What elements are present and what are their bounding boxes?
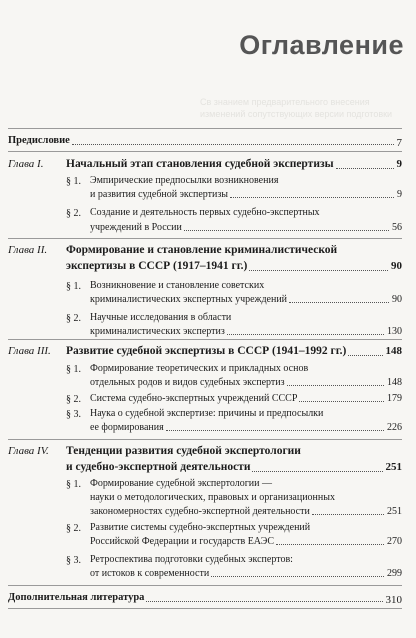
section-title-cont: Российской Федерации и государств ЕАЭС <box>90 536 275 547</box>
page-number: 270 <box>387 536 402 547</box>
entry-title: Начальный этап становления судебной экспертизы <box>66 158 334 170</box>
page-number: 299 <box>387 568 402 579</box>
page-number: 179 <box>387 393 402 404</box>
section-title-cont: отдельных родов и видов судебных экспертиз <box>90 377 285 388</box>
chapter-title: Формирование и становление криминалистической <box>66 244 338 256</box>
toc-entry-chapter-4[interactable] <box>66 459 402 476</box>
divider <box>8 339 402 340</box>
page-number: 7 <box>396 137 402 149</box>
toc-entry-2-1[interactable] <box>90 293 402 307</box>
page-title: Оглавление <box>239 30 404 60</box>
page-number: 56 <box>392 222 402 233</box>
dot-leader <box>227 334 384 335</box>
section-title-cont: от истоков к современности <box>90 568 210 579</box>
divider <box>8 608 402 609</box>
section-number: § 2. <box>66 313 81 324</box>
entry-title-cont: экспертизы в СССР (1917–1941 гг.) <box>66 260 248 272</box>
dot-leader <box>211 576 384 577</box>
toc-entry-2-2[interactable] <box>90 325 402 339</box>
dot-leader <box>287 385 384 386</box>
toc-entry-chapter-2[interactable] <box>66 258 402 275</box>
entry-title-cont: и судебно-экспертной деятельности <box>66 461 251 473</box>
toc-entry-3-1[interactable] <box>90 376 402 390</box>
section-number: § 3. <box>66 409 81 420</box>
section-title: Эмпирические предпосылки возникновения <box>90 175 279 186</box>
divider <box>8 238 402 239</box>
page-number: 9 <box>397 189 402 200</box>
divider <box>8 151 402 152</box>
chapter-label: Глава IV. <box>8 445 49 457</box>
dot-leader <box>146 601 382 602</box>
section-number: § 3. <box>66 555 81 566</box>
toc-entry-preface[interactable] <box>8 132 402 149</box>
section-number: § 1. <box>66 479 81 490</box>
page-number: 90 <box>392 294 402 305</box>
toc-entry-additional[interactable] <box>8 589 402 606</box>
section-title: Наука о судебной экспертизе: причины и предпосылки <box>90 408 324 419</box>
page-number: 90 <box>391 260 402 272</box>
section-title: Развитие системы судебно-экспертных учреждений <box>90 522 311 533</box>
toc-entry-1-2[interactable] <box>90 221 402 235</box>
toc-entry-3-3[interactable] <box>90 421 402 435</box>
chapter-label: Глава II. <box>8 244 48 256</box>
dot-leader <box>166 430 384 431</box>
dot-leader <box>184 230 389 231</box>
dot-leader <box>312 514 384 515</box>
dot-leader <box>289 302 389 303</box>
bleed-through-text: Св знанием предварительного внесения изменений сопутствующих версии подготовки <box>200 97 393 119</box>
page-number: 148 <box>385 345 402 357</box>
divider <box>8 439 402 440</box>
section-number: § 2. <box>66 394 81 405</box>
section-number: § 2. <box>66 208 81 219</box>
section-title-cont: криминалистических экспертных учреждений <box>90 294 288 305</box>
section-title-cont: ее формирования <box>90 422 164 433</box>
section-title-cont: науки о методологических, правовых и организационных <box>90 492 335 503</box>
dot-leader <box>348 355 382 356</box>
section-number: § 2. <box>66 523 81 534</box>
section-title: Система судебно-экспертных учреждений СССР <box>90 393 298 404</box>
chapter-label: Глава I. <box>8 158 44 170</box>
entry-title: Развитие судебной экспертизы в СССР (1941–1992 гг.) <box>66 345 347 357</box>
toc-entry-4-2[interactable] <box>90 535 402 549</box>
dot-leader <box>336 168 394 169</box>
dot-leader <box>249 270 388 271</box>
section-title: Формирование судебной экспертологии — <box>90 478 272 489</box>
toc-entry-3-2[interactable] <box>90 392 402 406</box>
chapter-label: Глава III. <box>8 345 51 357</box>
toc-entry-4-1[interactable] <box>90 505 402 519</box>
page-number: 9 <box>396 158 402 170</box>
entry-title: Предисловие <box>8 135 70 146</box>
entry-title: Дополнительная литература <box>8 592 145 603</box>
chapter-title: Тенденции развития судебной экспертологии <box>66 445 301 457</box>
dot-leader <box>252 471 382 472</box>
section-number: § 1. <box>66 176 81 187</box>
section-number: § 1. <box>66 281 81 292</box>
section-title-cont: криминалистических экспертиз <box>90 326 225 337</box>
section-title: Ретроспектива подготовки судебных экспертов: <box>90 554 293 565</box>
section-title: Создание и деятельность первых судебно-экспертных <box>90 207 320 218</box>
page-number: 310 <box>385 594 402 606</box>
section-title-cont: и развития судебной экспертизы <box>90 189 229 200</box>
toc-entry-chapter-3[interactable] <box>66 343 402 360</box>
toc-entry-1-1[interactable] <box>90 188 402 202</box>
dot-leader <box>276 544 384 545</box>
section-title: Формирование теоретических и прикладных основ <box>90 363 309 374</box>
section-title: Возникновение и становление советских <box>90 280 265 291</box>
dot-leader <box>230 197 394 198</box>
dot-leader <box>72 144 394 145</box>
section-number: § 1. <box>66 364 81 375</box>
page-number: 251 <box>387 506 402 517</box>
section-title-cont: закономерностях судебно-экспертной деятельности <box>90 506 310 517</box>
divider <box>8 585 402 586</box>
section-title-cont: учреждений в России <box>90 222 182 233</box>
page-number: 148 <box>387 377 402 388</box>
page-number: 251 <box>385 461 402 473</box>
toc-entry-chapter-1[interactable] <box>66 156 402 173</box>
section-title: Научные исследования в области <box>90 312 232 323</box>
page-number: 226 <box>387 422 402 433</box>
page-number: 130 <box>387 326 402 337</box>
divider <box>8 128 402 129</box>
dot-leader <box>299 401 384 402</box>
toc-entry-4-3[interactable] <box>90 567 402 581</box>
